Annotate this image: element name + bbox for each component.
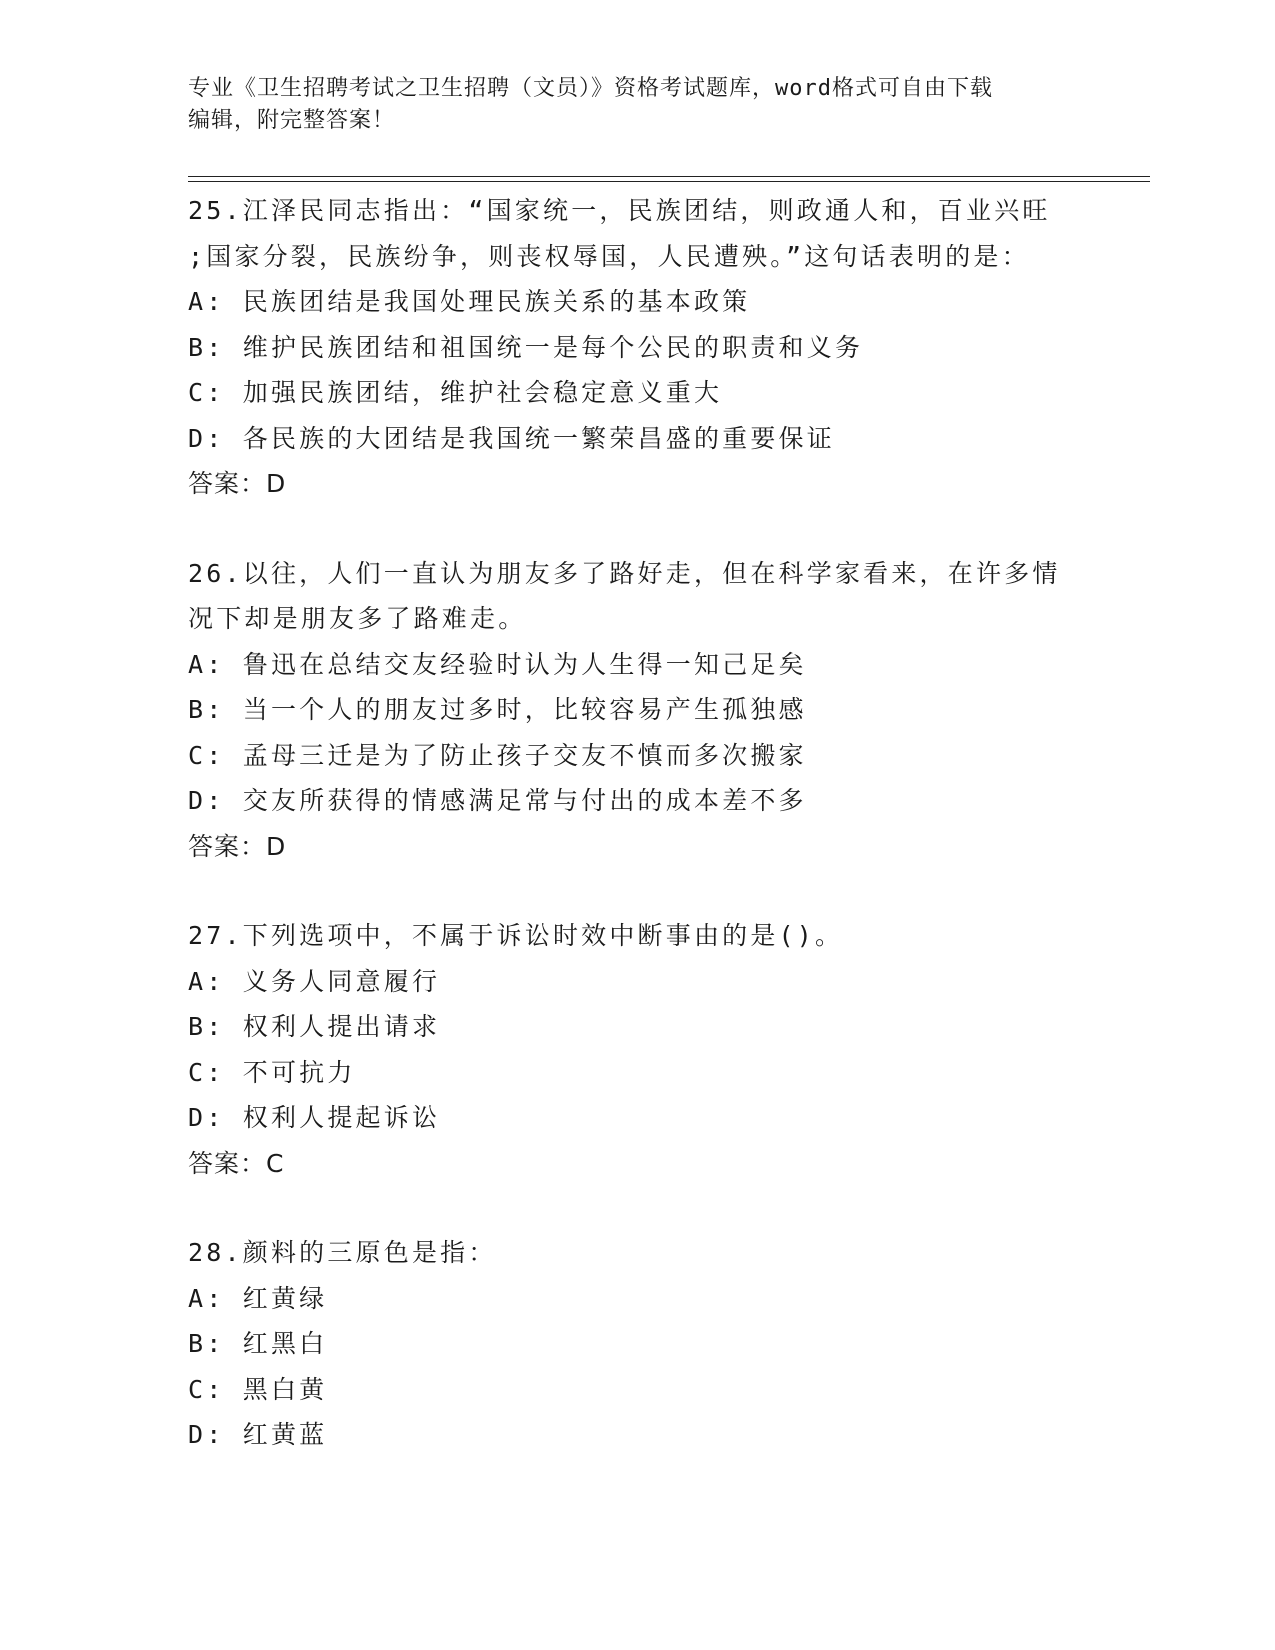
header-line-2: 编辑，附完整答案！ [188, 108, 396, 133]
option-b: B: 维护民族团结和祖国统一是每个公民的职责和义务 [188, 332, 864, 362]
answer: 答案：D [188, 831, 287, 861]
option-a: A: 义务人同意履行 [188, 966, 441, 996]
option-b: B: 当一个人的朋友过多时，比较容易产生孤独感 [188, 695, 807, 724]
option-a: A: 红黄绿 [188, 1283, 328, 1313]
question-stem-line: ;国家分裂，民族纷争，则丧权辱国，人民遭殃。”这句话表明的是： [188, 241, 1030, 271]
header-divider-bottom [188, 181, 1150, 182]
option-c: C: 不可抗力 [188, 1057, 356, 1087]
question-stem [188, 551, 1088, 642]
question-27 [188, 913, 1088, 1186]
option-c: C: 孟母三迁是为了防止孩子交友不慎而多次搬家 [188, 740, 807, 770]
question-stem [188, 1230, 1088, 1276]
answer: 答案：D [188, 469, 287, 498]
option-a: A: 鲁迅在总结交友经验时认为人生得一知己足矣 [188, 649, 807, 679]
question-list [188, 188, 1088, 1502]
answer: 答案：C [188, 1148, 285, 1178]
header-divider-top [188, 176, 1150, 177]
option-d: D: 红黄蓝 [188, 1420, 328, 1449]
question-stem-line: 28.颜料的三原色是指： [188, 1238, 497, 1267]
option-d: D: 权利人提起诉讼 [188, 1103, 441, 1132]
question-stem [188, 913, 1088, 959]
question-26 [188, 551, 1088, 870]
option-c: C: 加强民族团结，维护社会稳定意义重大 [188, 378, 723, 407]
header-line-1: 专业《卫生招聘考试之卫生招聘（文员）》资格考试题库，word格式可自由下载 [188, 76, 993, 101]
option-b: B: 红黑白 [188, 1329, 328, 1358]
question-stem [188, 188, 1088, 279]
option-a: A: 民族团结是我国处理民族关系的基本政策 [188, 287, 751, 316]
option-b: B: 权利人提出请求 [188, 1012, 441, 1041]
question-stem-line: 26.以往，人们一直认为朋友多了路好走，但在科学家看来，在许多情 [188, 558, 1061, 588]
option-d: D: 各民族的大团结是我国统一繁荣昌盛的重要保证 [188, 423, 835, 453]
question-28 [188, 1230, 1088, 1458]
question-stem-line: 27.下列选项中，不属于诉讼时效中断事由的是()。 [188, 921, 844, 950]
question-stem-line: 况下却是朋友多了路难走。 [188, 604, 527, 633]
option-c: C: 黑白黄 [188, 1374, 328, 1404]
document-header [188, 73, 1088, 137]
question-stem-line: 25.江泽民同志指出：“国家统一，民族团结，则政通人和，百业兴旺 [188, 196, 1051, 225]
option-d: D: 交友所获得的情感满足常与付出的成本差不多 [188, 786, 807, 815]
question-25 [188, 188, 1088, 507]
